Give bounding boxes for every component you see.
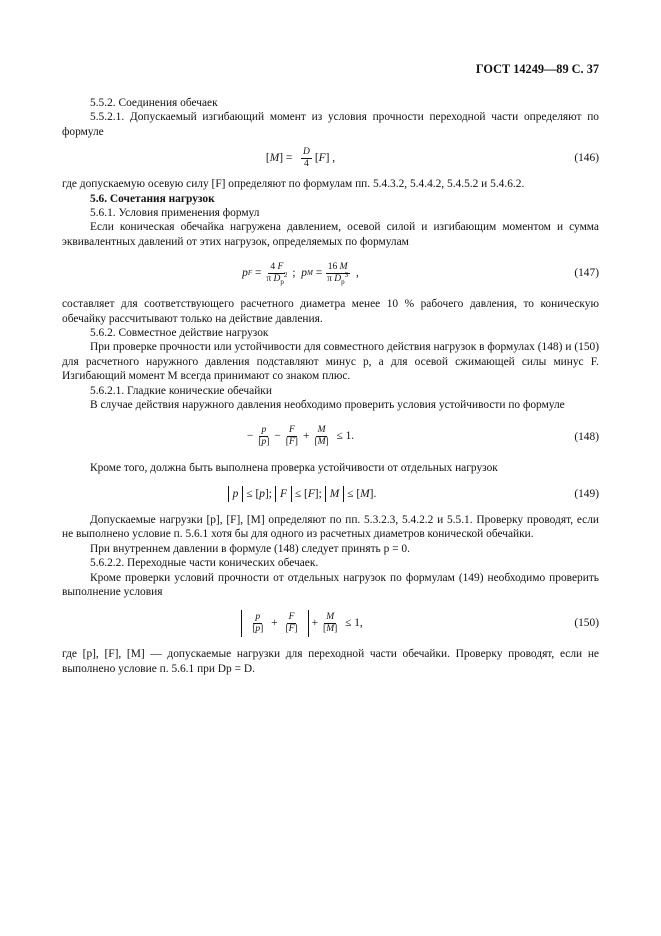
section-5-5-2-title: 5.5.2. Соединения обечаек — [90, 97, 218, 109]
section-5-6-2-1-title: 5.6.2.1. Гладкие конические обечайки — [90, 384, 272, 397]
formula-147-body: p F = $\frac{4 F}{\pi D_p^2}$ ; p M = $\frac{16 M}{\pi D_p^3}$ , — [242, 261, 359, 286]
section-5-5-2-1-text: 5.5.2.1. Допускаемый изгибающий момент из условия прочности переходной части определяют по формуле — [62, 111, 599, 138]
section-5-6-2-2-text: Кроме проверки условий прочности от отдельных нагрузок по формулам (149) необходимо проверить выполнение условия — [62, 571, 599, 598]
section-5-6-1-title: 5.6.1. Условия применения формул — [90, 207, 260, 220]
section-5-6-2-1-text3: Допускаемые нагрузки [p], [F], [M] определяют по пп. 5.3.2.3, 5.4.2.2 и 5.5.1. Проверку проводят, если не выполнено условие п. 5.6.1 хотя бы для одного из расчетных диаметров конической обечайки. — [62, 513, 599, 541]
page-header: ГОСТ 14249—89 С. 37 — [475, 62, 599, 76]
section-5-6-2-1-text2: Кроме того, должна быть выполнена проверка устойчивости от отдельных нагрузок — [90, 461, 498, 474]
formula-150-number: (150) — [574, 617, 599, 630]
formula-148-number: (148) — [574, 430, 599, 443]
formula-148 — [62, 419, 599, 455]
section-5-6-2-title: 5.6.2. Совместное действие нагрузок — [90, 327, 269, 340]
formula-146 — [62, 145, 599, 171]
formula-148-body: − $\frac{p}{[p]}$ − $\frac{F}{[F]}$ + $\frac{M}{[M]}$ ≤ 1. — [246, 425, 355, 447]
section-5-6-title: 5.6. Сочетания нагрузок — [90, 192, 215, 205]
section-5-6-2-1-text4: При внутреннем давлении в формуле (148) следует принять p = 0. — [90, 542, 410, 555]
section-5-6-2-1-text: В случае действия наружного давления необходимо проверить условия устойчивости по формуле — [90, 399, 565, 412]
section-5-6-2-text: При проверке прочности или устойчивости для совместного действия нагрузок в формулах (148) и (150) для расчетного наружного давления подставляют минус p, а для осевой сжимающей силы минус F. Изгибающий момент M всегда принимают со знаком плюс. — [62, 341, 599, 383]
formula-149 — [62, 481, 599, 507]
formula-147 — [62, 255, 599, 291]
formula-146-number: (146) — [574, 152, 599, 165]
formula-146-body: [ M ] = $\frac{D}{4}$ [ F ] , — [265, 146, 336, 169]
section-5-6-2-2-title: 5.6.2.2. Переходные части конических обечаек. — [90, 557, 319, 570]
section-5-6-1-text: Если коническая обечайка нагружена давлением, осевой силой и изгибающим моментом и сумма эквивалентных давлений от этих нагрузок, определяемых по формулам — [62, 221, 599, 248]
formula-149-number: (149) — [574, 487, 599, 500]
formula-150 — [62, 605, 599, 641]
section-5-5-2-1-after: где допускаемую осевую силу [F] определяют по формулам пп. 5.4.3.2, 5.4.4.2, 5.4.5.2 и 5.4.6.2. — [62, 178, 525, 191]
section-5-6-1-after: составляет для соответствующего расчетного диаметра менее 10 % рабочего давления, то коническую обечайку рассчитывают только на действие давления. — [62, 298, 599, 325]
formula-150-body: $\frac{p}{[p]}$ + $\frac{F}{[F]}$ + $\frac{M}{[M]}$ ≤ 1, — [62, 605, 539, 641]
section-5-6-2-2-after: где [p], [F], [M] — допускаемые нагрузки для переходной части обечайки. Проверку проводят, если не выполнено условие п. 5.6.1 при Dp = D. — [62, 648, 599, 675]
formula-147-number: (147) — [574, 267, 599, 280]
formula-149-body: p ≤ [ p ]; F ≤ [ F ]; M ≤ [ M ]. — [62, 481, 539, 507]
document-body — [62, 96, 599, 676]
